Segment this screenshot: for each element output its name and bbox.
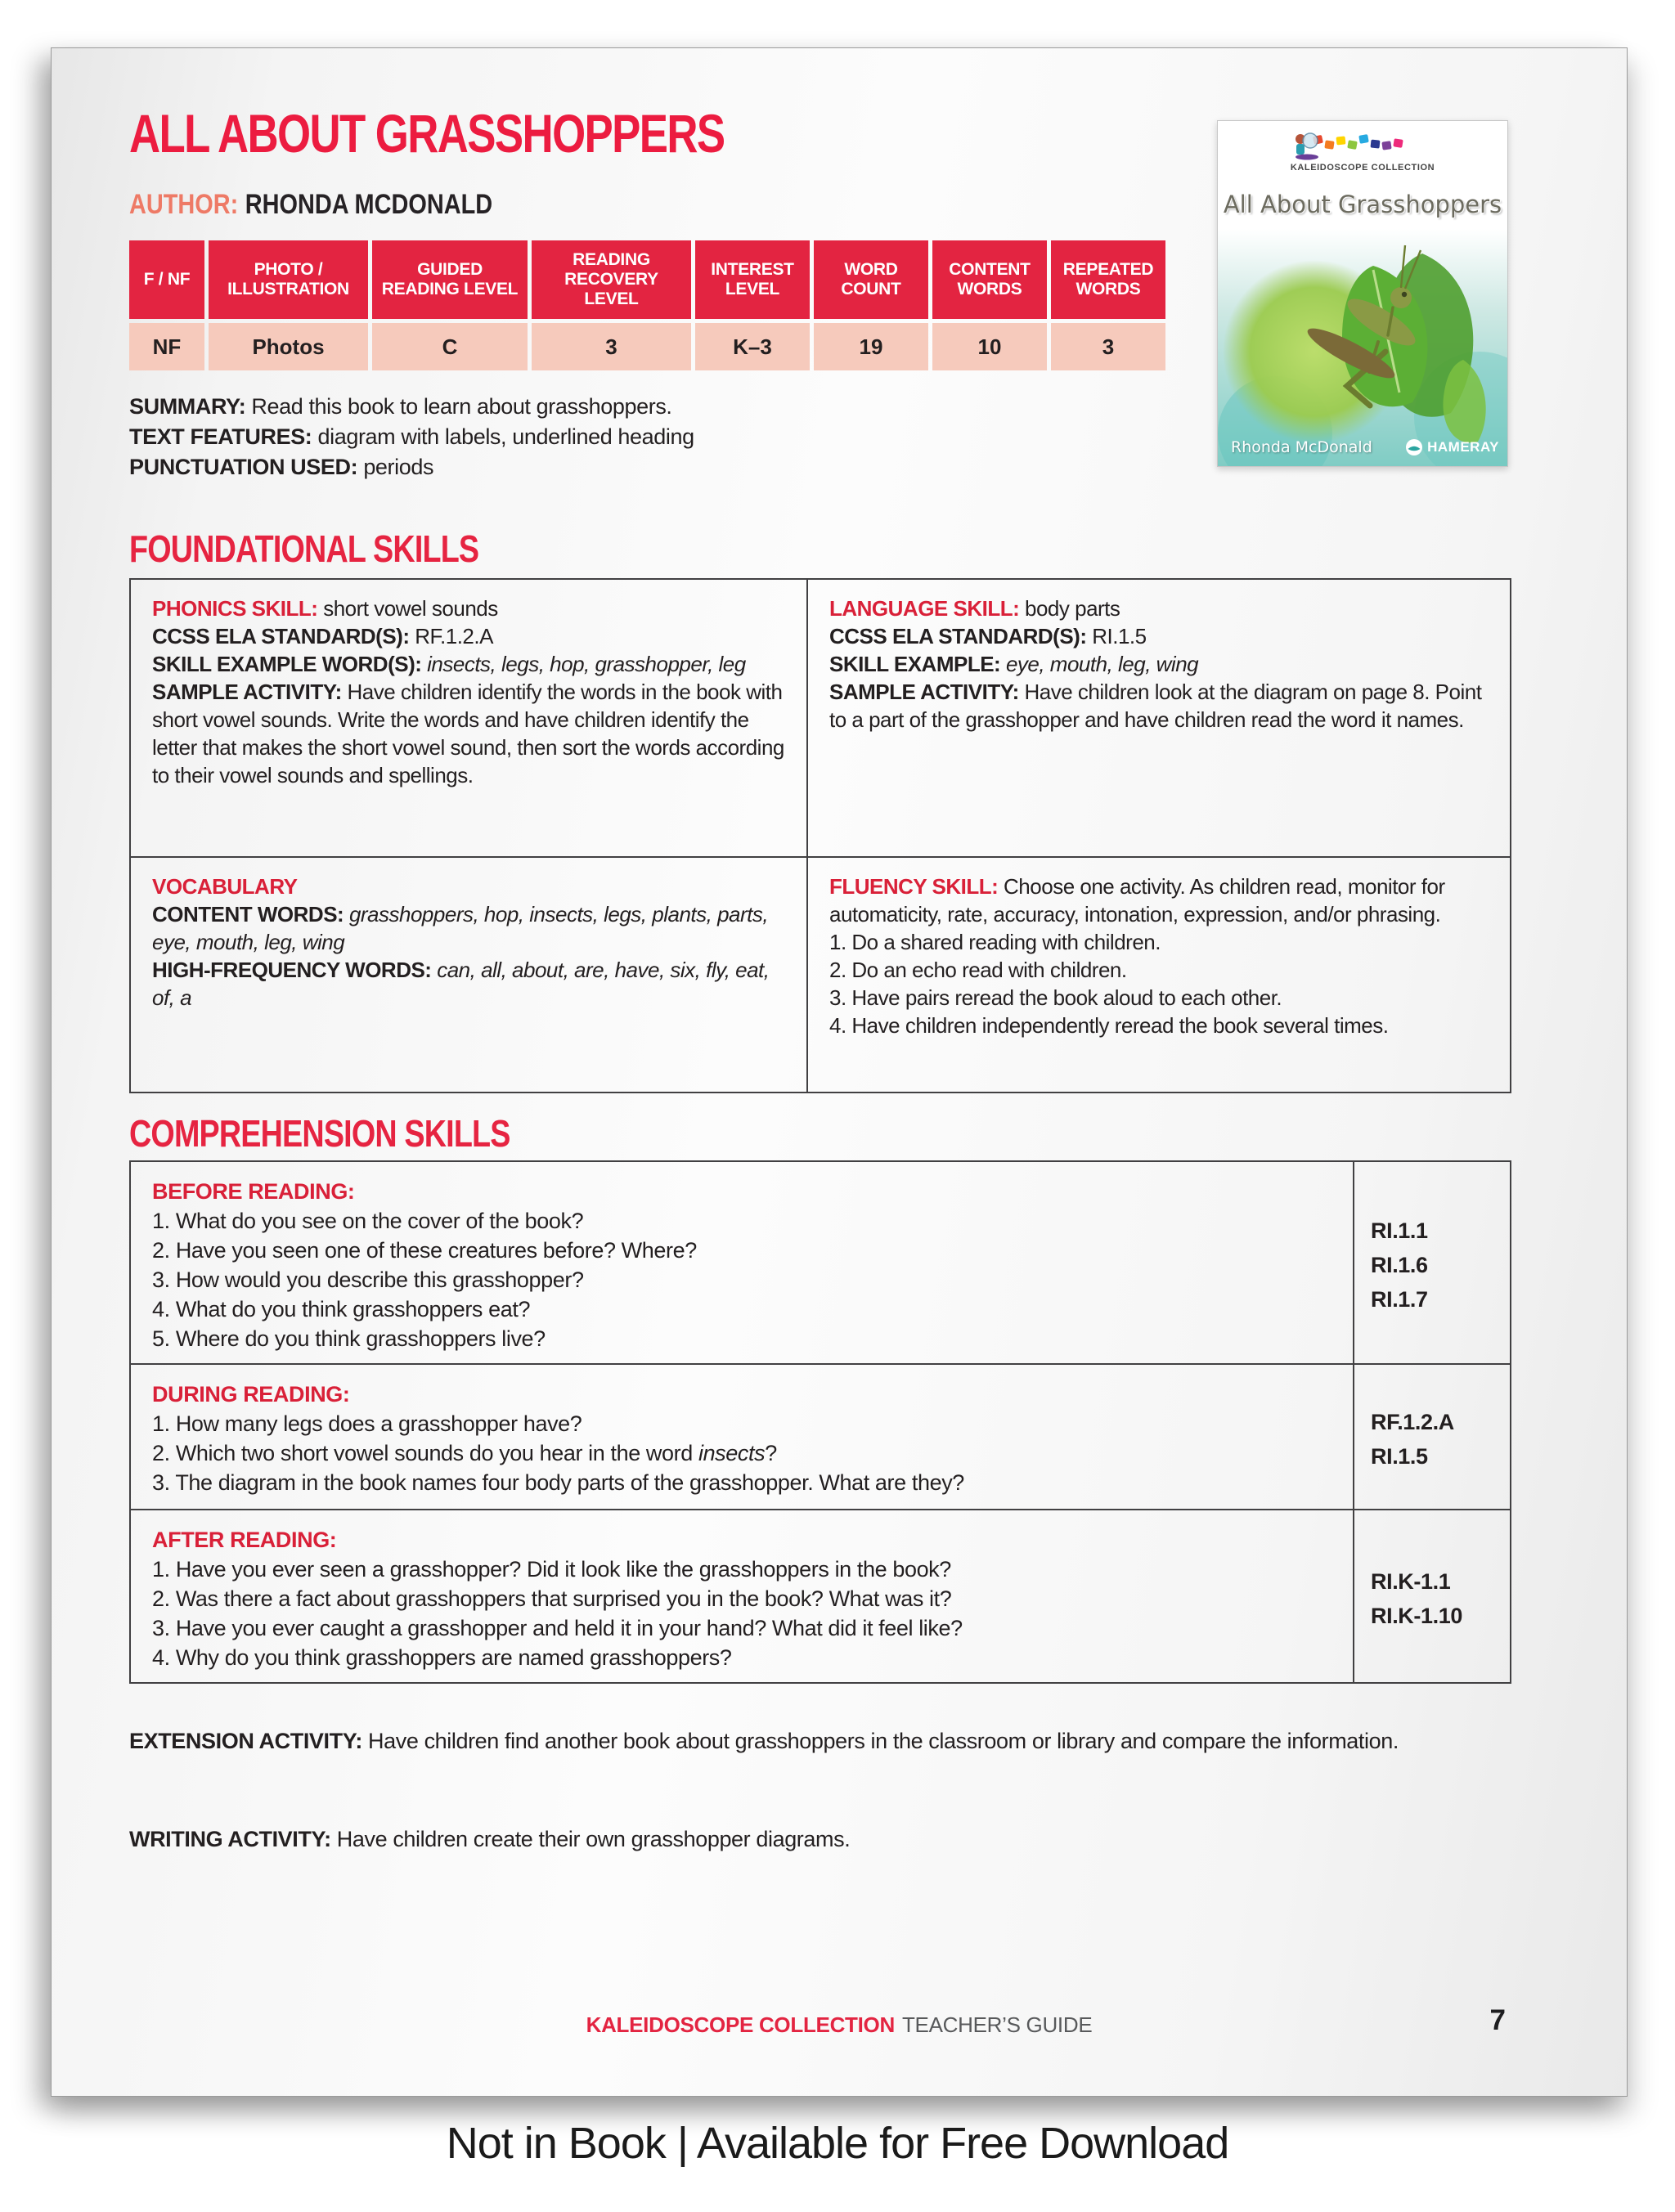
teachers-guide-page: [51, 47, 1628, 2097]
standard-code: RI.1.7: [1371, 1287, 1428, 1312]
question: 5. Where do you think grasshoppers live?: [152, 1326, 546, 1351]
fluency-skill-label: FLUENCY SKILL:: [829, 874, 999, 899]
summary-line: [129, 392, 947, 422]
writing-activity-text: Have children create their own grasshopper diagrams.: [336, 1827, 851, 1851]
extension-activity: [129, 1726, 1511, 1757]
punctuation-text: periods: [363, 455, 434, 479]
text-features-label: TEXT FEATURES:: [129, 424, 312, 449]
column-header: PHOTO / ILLUSTRATION: [209, 240, 368, 319]
ccss-text: RI.1.5: [1092, 624, 1147, 648]
during-reading-cell: [131, 1365, 1354, 1510]
column-header: F / NF: [129, 240, 204, 319]
info-table-header-row: [129, 240, 1165, 319]
author-name: RHONDA MCDONALD: [245, 189, 493, 220]
vocabulary-cell: [131, 858, 808, 1092]
column-header: READING RECOVERY LEVEL: [532, 240, 691, 319]
ccss-text: RF.1.2.A: [415, 624, 493, 648]
skill-example-label: SKILL EXAMPLE WORD(S):: [152, 652, 422, 676]
page-title: ALL ABOUT GRASSHOPPERS: [129, 103, 725, 164]
extension-activity-text: Have children find another book about grasshoppers in the classroom or library and compare the information.: [368, 1729, 1399, 1753]
page-footer: [52, 2012, 1627, 2038]
table-cell: Photos: [209, 323, 368, 370]
table-cell: 3: [532, 323, 691, 370]
sample-activity-text: Have children identify the words in the book with short vowel sounds. Write the words and have children identify the letter that makes the short vowel sound, then sort the words according to their vowel sounds and spellings.: [152, 680, 784, 787]
standard-code: RI.K-1.10: [1371, 1604, 1462, 1628]
question: 2. Have you seen one of these creatures before? Where?: [152, 1238, 697, 1263]
high-frequency-words-label: HIGH-FREQUENCY WORDS:: [152, 958, 432, 982]
question: 3. How would you describe this grasshopper?: [152, 1268, 584, 1292]
table-cell: C: [372, 323, 528, 370]
foundational-skills-heading: FOUNDATIONAL SKILLS: [129, 527, 479, 570]
fluency-intro-text: Choose one activity. As children read, monitor for automaticity, rate, accuracy, intonation, expression, and/or phrasing.: [829, 874, 1445, 927]
standard-code: RI.1.5: [1371, 1444, 1428, 1469]
after-reading-standards: [1354, 1510, 1510, 1682]
fluency-item: 4. Have children independently reread the book several times.: [829, 1013, 1389, 1038]
text-features-text: diagram with labels, underlined heading: [317, 424, 694, 449]
question: 3. The diagram in the book names four body parts of the grasshopper. What are they?: [152, 1470, 964, 1495]
summary-block: [129, 392, 947, 482]
column-header: CONTENT WORDS: [932, 240, 1047, 319]
table-cell: K–3: [695, 323, 810, 370]
column-header: INTEREST LEVEL: [695, 240, 810, 319]
sample-activity-label: SAMPLE ACTIVITY:: [829, 680, 1019, 704]
table-cell: 19: [814, 323, 928, 370]
high-frequency-words-text: can, all, about, are, have, six, fly, eat, of, a: [152, 958, 770, 1010]
table-cell: NF: [129, 323, 204, 370]
question: 1. How many legs does a grasshopper have?: [152, 1411, 582, 1436]
book-info-table: [125, 236, 1170, 375]
phonics-skill-label: PHONICS SKILL:: [152, 596, 318, 621]
question: 3. Have you ever caught a grasshopper and held it in your hand? What did it feel like?: [152, 1616, 963, 1640]
question: 4. What do you think grasshoppers eat?: [152, 1297, 531, 1321]
punctuation-line: [129, 452, 947, 482]
phonics-skill-text: short vowel sounds: [323, 596, 498, 621]
standard-code: RI.K-1.1: [1371, 1569, 1451, 1594]
question: [152, 1438, 1331, 1468]
comprehension-skills-table: [129, 1160, 1511, 1684]
fluency-skill-cell: [808, 858, 1510, 1092]
publisher-name: HAMERAY: [1427, 439, 1499, 455]
language-skill-label: LANGUAGE SKILL:: [829, 596, 1020, 621]
after-reading-heading: AFTER READING:: [152, 1528, 337, 1552]
cover-collection-label: KALEIDOSCOPE COLLECTION: [1290, 163, 1435, 173]
after-reading-cell: [131, 1510, 1354, 1682]
question-text: ?: [765, 1441, 777, 1465]
content-words-text: grasshoppers, hop, insects, legs, plants, parts, eye, mouth, leg, wing: [152, 902, 769, 954]
ccss-label: CCSS ELA STANDARD(S):: [829, 624, 1087, 648]
foundational-skills-table: [129, 578, 1511, 1093]
content-words-label: CONTENT WORDS:: [152, 902, 344, 927]
caption-not-in-book: Not in Book | Available for Free Download: [446, 2119, 1229, 2168]
summary-label: SUMMARY:: [129, 394, 246, 419]
text-features-line: [129, 422, 947, 452]
table-cell: 3: [1051, 323, 1165, 370]
comprehension-skills-heading: COMPREHENSION SKILLS: [129, 1112, 510, 1155]
summary-text: Read this book to learn about grasshoppers.: [251, 394, 672, 419]
during-reading-heading: DURING READING:: [152, 1382, 350, 1407]
skill-example-text: eye, mouth, leg, wing: [1005, 652, 1199, 676]
column-header: WORD COUNT: [814, 240, 928, 319]
fluency-item: 2. Do an echo read with children.: [829, 958, 1127, 982]
extension-activity-label: EXTENSION ACTIVITY:: [129, 1729, 362, 1753]
cover-publisher: [1405, 438, 1499, 456]
writing-activity: [129, 1824, 1511, 1855]
question: 1. What do you see on the cover of the book?: [152, 1209, 584, 1233]
during-reading-standards: [1354, 1365, 1510, 1510]
skill-example-text: insects, legs, hop, grasshopper, leg: [427, 652, 746, 676]
fluency-item: 1. Do a shared reading with children.: [829, 930, 1161, 954]
question: 1. Have you ever seen a grasshopper? Did it look like the grasshoppers in the book?: [152, 1557, 951, 1582]
question-text: 2. Which two short vowel sounds do you hear in the word: [152, 1441, 698, 1465]
writing-activity-label: WRITING ACTIVITY:: [129, 1827, 331, 1851]
cover-title: All About Grasshoppers: [1223, 191, 1502, 218]
sample-activity-label: SAMPLE ACTIVITY:: [152, 680, 342, 704]
before-reading-cell: [131, 1162, 1354, 1365]
phonics-skill-cell: [131, 580, 808, 858]
hameray-logo-icon: [1405, 438, 1423, 456]
fluency-item: 3. Have pairs reread the book aloud to each other.: [829, 985, 1282, 1010]
language-skill-cell: [808, 580, 1510, 858]
question: 2. Was there a fact about grasshoppers that surprised you in the book? What was it?: [152, 1586, 952, 1611]
cover-author: Rhonda McDonald: [1231, 438, 1372, 456]
author-line: [129, 189, 492, 221]
standard-code: RI.1.1: [1371, 1218, 1428, 1243]
page-number: 7: [1489, 2004, 1506, 2036]
vocabulary-heading: VOCABULARY: [152, 874, 298, 899]
question: 4. Why do you think grasshoppers are named grasshoppers?: [152, 1645, 732, 1670]
author-label: AUTHOR:: [129, 189, 239, 220]
grasshopper-photo: [1218, 229, 1508, 467]
column-header: GUIDED READING LEVEL: [372, 240, 528, 319]
punctuation-label: PUNCTUATION USED:: [129, 455, 358, 479]
table-cell: 10: [932, 323, 1047, 370]
footer-brand: KALEIDOSCOPE COLLECTION: [586, 2012, 895, 2037]
book-cover-thumbnail: [1217, 120, 1508, 467]
skill-example-label: SKILL EXAMPLE:: [829, 652, 1001, 676]
info-table-data-row: [129, 323, 1165, 370]
ccss-label: CCSS ELA STANDARD(S):: [152, 624, 410, 648]
cover-top: [1218, 121, 1507, 218]
kaleidoscope-logo-icon: [1289, 131, 1436, 160]
column-header: REPEATED WORDS: [1051, 240, 1165, 319]
standard-code: RF.1.2.A: [1371, 1410, 1454, 1434]
language-skill-text: body parts: [1025, 596, 1120, 621]
footer-guide-label: TEACHER’S GUIDE: [901, 2012, 1093, 2037]
question-italic-word: insects: [698, 1441, 766, 1465]
before-reading-standards: [1354, 1162, 1510, 1365]
standard-code: RI.1.6: [1371, 1253, 1428, 1277]
sample-activity-text: Have children look at the diagram on page 8. Point to a part of the grasshopper and have children read the word it names.: [829, 680, 1482, 732]
before-reading-heading: BEFORE READING:: [152, 1179, 355, 1204]
